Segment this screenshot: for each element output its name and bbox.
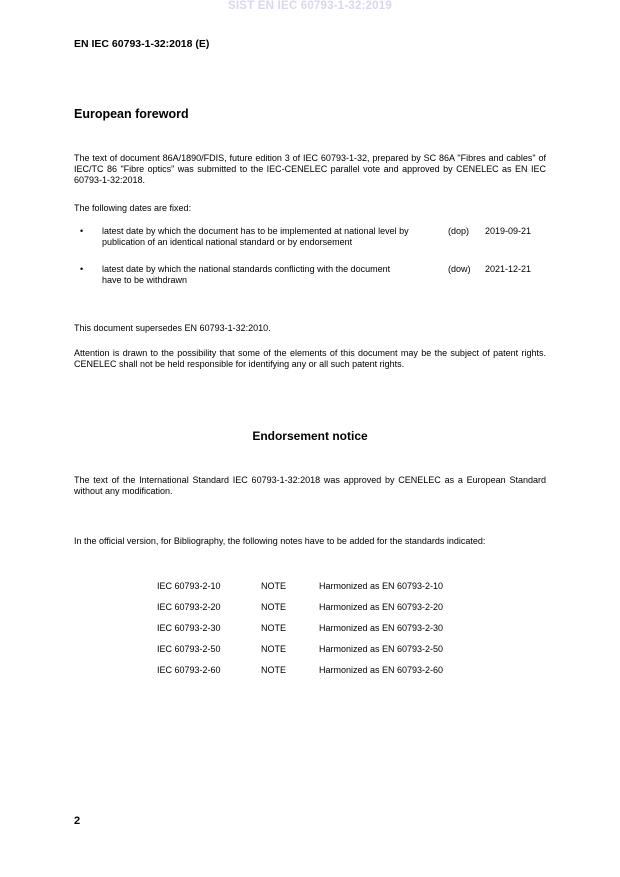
dop-code: (dop) <box>448 226 470 236</box>
endorsement-title: Endorsement notice <box>252 429 368 443</box>
note-standard: IEC 60793-2-20 <box>157 602 221 612</box>
foreword-title: European foreword <box>74 107 189 121</box>
note-label: NOTE <box>261 644 287 654</box>
bibliography-intro: In the official version, for Bibliography, the following notes have to be added for the standards indicated: <box>74 536 486 546</box>
dop-description: latest date by which the document has to be implemented at national level by publication of an identical national standard or by endorsement <box>102 226 409 247</box>
foreword-intro-paragraph: The text of document 86A/1890/FDIS, future edition 3 of IEC 60793-1-32, prepared by SC 86A "Fibres and cables" of IEC/TC 86 "Fibre optics" was submitted to the IEC-CENELEC parallel vote and approved by CENELEC as EN IEC 60793-1-32:2018. <box>74 153 546 185</box>
dow-date: 2021-12-21 <box>485 264 532 274</box>
dow-code: (dow) <box>448 264 471 274</box>
bullet-dow: • <box>80 264 84 274</box>
note-standard: IEC 60793-2-60 <box>157 665 221 675</box>
note-text: Harmonized as EN 60793-2-30 <box>319 623 444 633</box>
table-row <box>157 602 477 623</box>
note-standard: IEC 60793-2-50 <box>157 644 221 654</box>
note-label: NOTE <box>261 623 287 633</box>
bullet-dop: • <box>80 226 84 236</box>
dop-date: 2019-09-21 <box>485 226 532 236</box>
supersedes-statement: This document supersedes EN 60793-1-32:2010. <box>74 323 271 333</box>
page-number: 2 <box>74 815 81 827</box>
note-text: Harmonized as EN 60793-2-50 <box>319 644 444 654</box>
note-text: Harmonized as EN 60793-2-20 <box>319 602 444 612</box>
table-row <box>157 623 477 644</box>
note-label: NOTE <box>261 602 287 612</box>
patent-attention-paragraph: Attention is drawn to the possibility that some of the elements of this document may be the subject of patent rights. CENELEC shall not be held responsible for identifying any or all such patent rights. <box>74 348 546 369</box>
note-text: Harmonized as EN 60793-2-60 <box>319 665 444 675</box>
note-label: NOTE <box>261 581 287 591</box>
note-standard: IEC 60793-2-10 <box>157 581 221 591</box>
table-row <box>157 665 477 686</box>
note-text: Harmonized as EN 60793-2-10 <box>319 581 444 591</box>
dates-intro: The following dates are fixed: <box>74 203 192 213</box>
watermark: SIST EN IEC 60793-1-32:2019 <box>228 0 392 12</box>
document-id-header: EN IEC 60793-1-32:2018 (E) <box>74 38 210 50</box>
dow-description: latest date by which the national standards conflicting with the document have to be withdrawn <box>102 264 391 285</box>
table-row <box>157 644 477 665</box>
note-label: NOTE <box>261 665 287 675</box>
table-row <box>157 581 477 602</box>
note-standard: IEC 60793-2-30 <box>157 623 221 633</box>
endorsement-text: The text of the International Standard IEC 60793-1-32:2018 was approved by CENELEC as a European Standard without any modification. <box>74 475 546 496</box>
